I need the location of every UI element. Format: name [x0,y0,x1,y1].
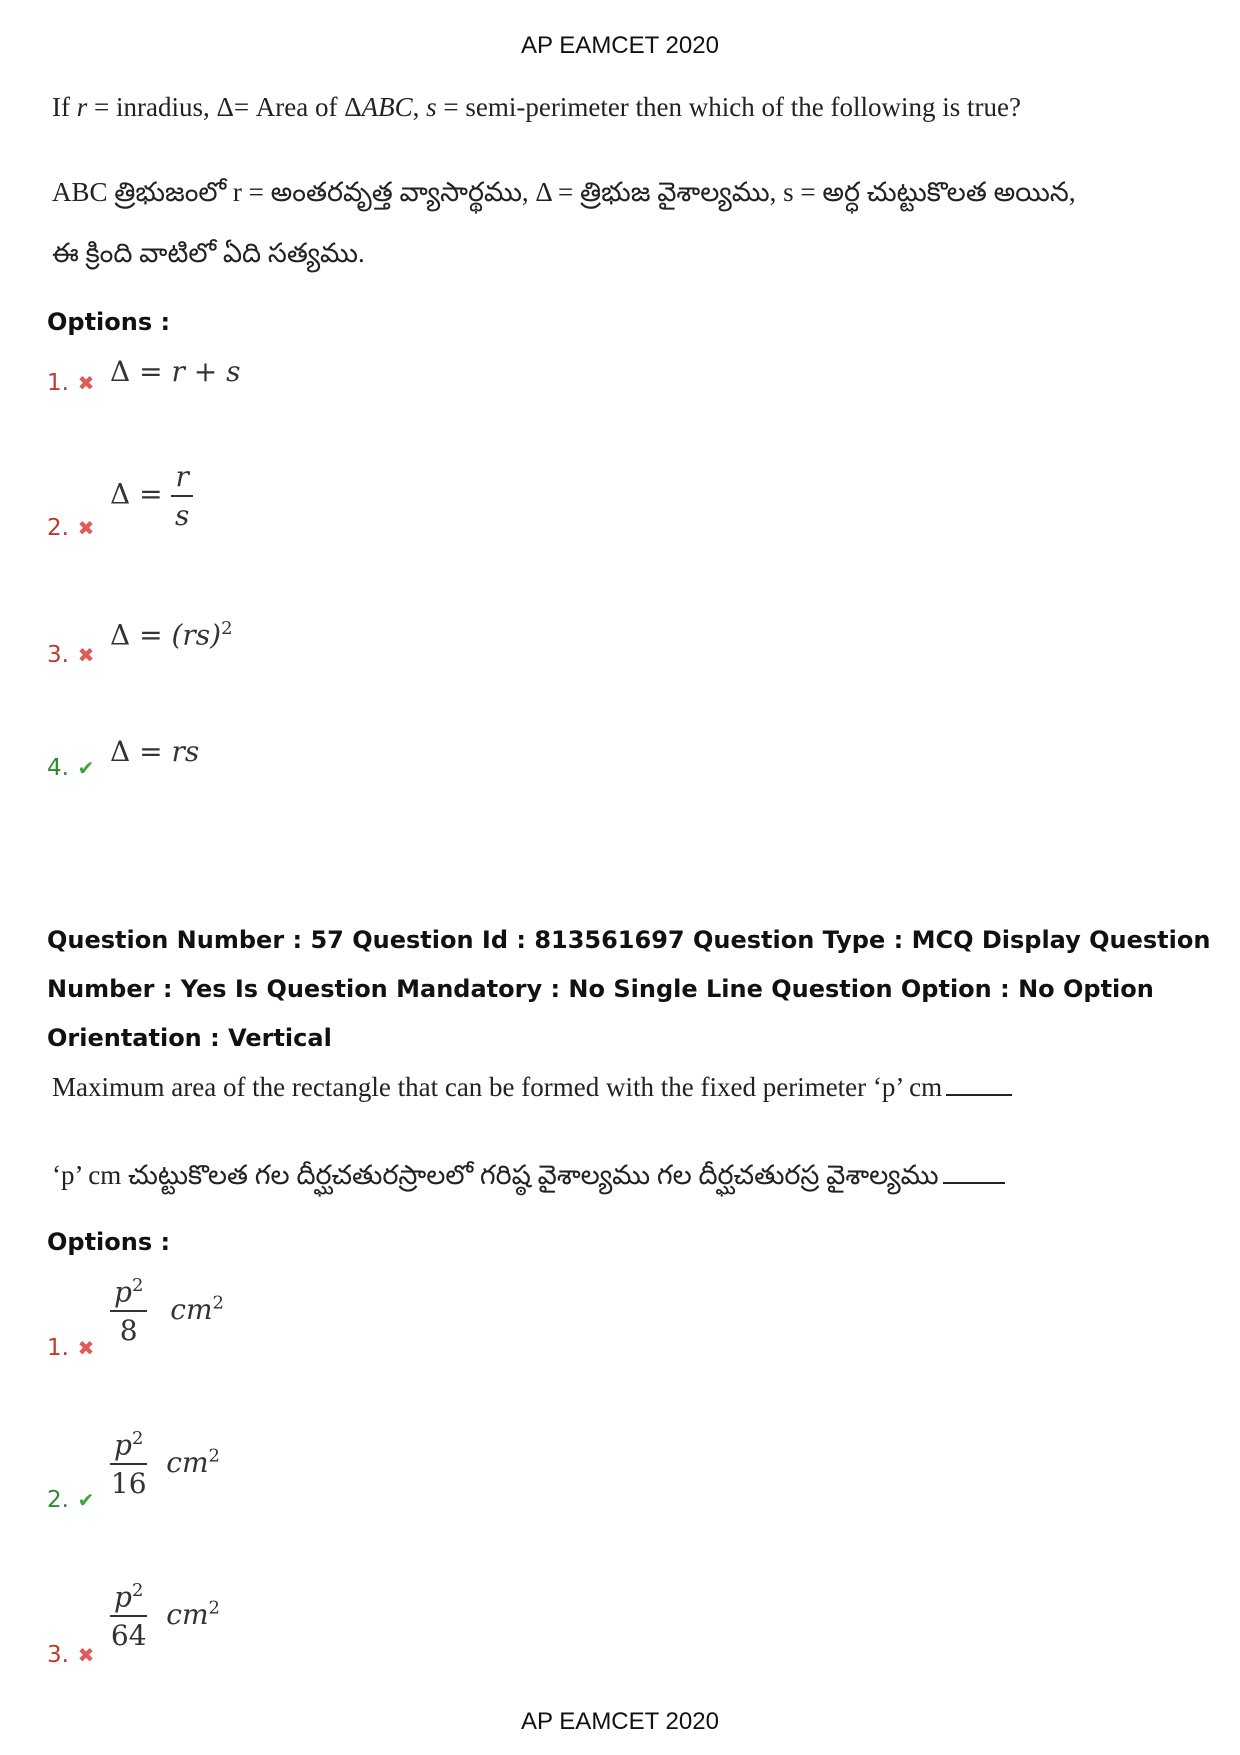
fraction-denominator: 16 [110,1467,147,1501]
formula-lhs: Δ = [110,477,172,511]
option-number: 2. [47,1487,69,1513]
option-number: 2. [47,515,69,541]
option-3[interactable] [47,1642,97,1668]
fraction-numerator [110,1580,147,1617]
cross-icon: ✖ [77,371,95,395]
check-icon: ✔ [77,1488,95,1512]
question-stem [52,1072,1012,1103]
stem-text: = inradius, Δ= Area of Δ [87,92,362,122]
telugu-text: ‘p’ cm చుట్టుకొలత గల దీర్ఘచతురస్రాలలో గరిష్ఠ వైశాల్యము గల దీర్ఘచతురస్ర వైశాల్యము [52,1160,939,1190]
formula-expr: r + s [171,355,241,388]
option-3[interactable] [47,642,97,668]
fraction-denominator: 8 [119,1314,138,1348]
fraction-numerator [110,1428,147,1465]
option-number: 3. [47,1642,69,1668]
option-1[interactable] [47,370,97,396]
option-4[interactable] [47,755,97,781]
numerator-var: p [114,1428,132,1462]
numerator-exponent: 2 [131,1580,144,1601]
question-meta-line-1: Question Number : 57 Question Id : 813561697 Question Type : MCQ Display Question [47,926,1211,954]
options-label: Options : [47,308,171,336]
page-footer: AP EAMCET 2020 [521,1708,719,1735]
stem-text: = semi-perimeter then which of the following is true? [436,92,1021,122]
option-3-formula [110,1580,220,1652]
question-meta-line-2: Number : Yes Is Question Mandatory : No Single Line Question Option : No Option [47,975,1154,1003]
cross-icon: ✖ [77,1336,95,1360]
fraction [110,1580,147,1652]
option-1-formula [110,1275,224,1347]
cross-icon: ✖ [77,643,95,667]
numerator-exponent: 2 [131,1428,144,1449]
question-telugu-line-1: ABC త్రిభుజంలో r = అంతరవృత్త వ్యాసార్థము, Δ = త్రిభుజ వైశాల్యము, s = అర్ధ చుట్టుకొలత అయిన, [52,177,1076,207]
fraction [110,1275,147,1347]
formula-lhs: Δ = [110,735,172,768]
option-1-formula [110,355,241,388]
fraction-denominator: 64 [110,1619,147,1653]
question-telugu [52,1160,1005,1198]
option-number: 1. [47,1335,69,1361]
numerator-var: p [114,1580,132,1614]
option-2[interactable] [47,515,97,541]
question-telugu-line-2: ఈ క్రింది వాటిలో ఏది సత్యము. [52,238,365,268]
numerator-exponent: 2 [131,1275,144,1296]
fraction-numerator [110,1275,147,1312]
option-number: 4. [47,755,69,781]
formula-lhs: Δ = [110,618,172,652]
stem-var-s: s [426,92,437,122]
option-number: 1. [47,370,69,396]
unit-exponent: 2 [208,1445,220,1467]
stem-text: Maximum area of the rectangle that can be formed with the fixed perimeter ‘p’ cm [52,1072,943,1102]
question-stem [52,92,1021,123]
option-2-formula [110,1428,220,1500]
fraction-numerator: r [171,460,192,497]
question-meta-line-3: Orientation : Vertical [47,1024,332,1052]
fraction-denominator: s [174,499,190,532]
page-header: AP EAMCET 2020 [521,32,719,59]
cross-icon: ✖ [77,1643,95,1667]
option-2[interactable] [47,1487,97,1513]
fraction [171,460,192,532]
option-3-formula [110,618,233,651]
stem-var-abc: ABC [361,92,413,122]
formula-exponent: 2 [221,618,233,639]
answer-blank [946,1094,1012,1096]
cross-icon: ✖ [77,516,95,540]
option-1[interactable] [47,1335,97,1361]
unit-exponent: 2 [208,1597,220,1619]
stem-text: , [412,92,427,122]
option-2-formula [110,460,193,532]
unit: cm [170,1292,213,1326]
formula-expr: (rs) [171,618,222,652]
formula-lhs: Δ = [110,355,172,388]
formula-expr: rs [171,735,200,768]
option-number: 3. [47,642,69,668]
unit-exponent: 2 [212,1292,224,1314]
answer-blank [943,1182,1005,1184]
check-icon: ✔ [77,756,95,780]
stem-text: If [52,92,77,122]
unit: cm [166,1445,209,1479]
stem-var-r: r [76,92,88,122]
options-label: Options : [47,1228,171,1256]
option-4-formula [110,735,199,768]
fraction [110,1428,147,1500]
numerator-var: p [114,1275,132,1309]
unit: cm [166,1597,209,1631]
